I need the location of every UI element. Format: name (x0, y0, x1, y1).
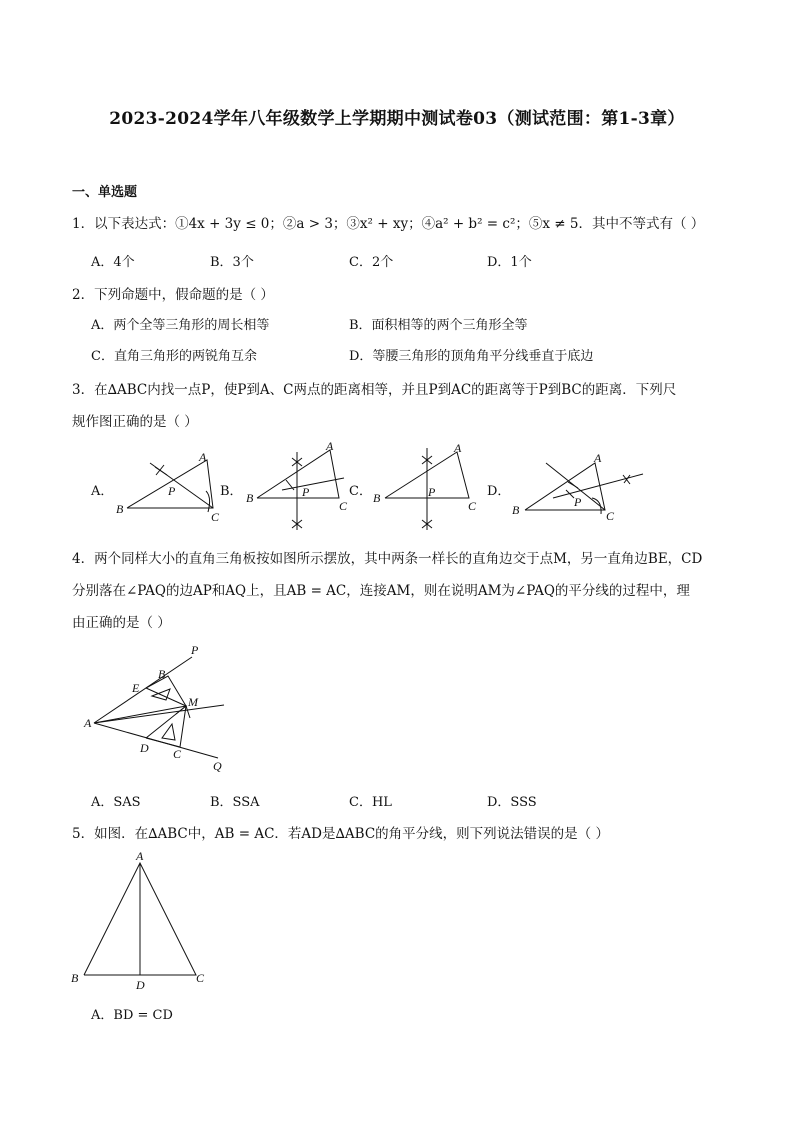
q1-option-b: B．3个 (210, 255, 254, 270)
q3-stem-line2: 规作图正确的是（ ） (72, 414, 198, 430)
q4-option-d: D．SSS (487, 795, 537, 810)
q5-stem: 5．如图．在∆ABC中，AB = AC．若AD是∆ABC的角平分线，则下列说法错误的是（ ） (72, 826, 609, 842)
q1-option-a: A．4个 (91, 255, 135, 270)
q5-option-a: A．BD = CD (91, 1008, 173, 1023)
q3c-label-c: C (468, 499, 477, 513)
q4-label-q: Q (213, 759, 222, 773)
q4-option-c: C．HL (349, 795, 392, 810)
q5-figure (68, 848, 218, 993)
q3-option-c-label: C． (349, 484, 372, 499)
q3-option-a-label: A． (91, 484, 114, 499)
q3-figure-d (508, 448, 648, 528)
q3d-label-a: A (594, 451, 602, 465)
q3a-label-c: C (211, 510, 220, 524)
q3c-label-p: P (428, 485, 436, 499)
q4-stem-line2: 分别落在∠PAQ的边AP和AQ上，且AB = AC，连接AM，则在说明AM为∠PAQ的平分线的过程中，理 (72, 583, 690, 599)
q3a-label-a: A (199, 450, 207, 464)
q4-stem-line1: 4．两个同样大小的直角三角板按如图所示摆放，其中两条一样长的直角边交于点M，另一直角边BE，CD (72, 551, 703, 567)
q4-label-e: E (132, 681, 140, 695)
q3d-label-b: B (512, 503, 520, 517)
q3b-label-b: B (246, 491, 254, 505)
q2-option-c: C．直角三角形的两锐角互余 (91, 349, 257, 364)
q3-figure-a (110, 445, 225, 524)
q5-label-a: A (136, 849, 144, 863)
q1-stem: 1．以下表达式：①4x + 3y ≤ 0；②a > 3；③x² + xy；④a² + b² = c²；⑤x ≠ 5．其中不等式有（ ） (72, 216, 705, 232)
q3c-label-a: A (454, 441, 462, 455)
q3-option-d-label: D． (487, 484, 511, 499)
q3a-label-b: B (116, 502, 124, 516)
q4-option-b: B．SSA (210, 795, 260, 810)
q2-option-b: B．面积相等的两个三角形全等 (349, 318, 528, 333)
q4-label-a: A (84, 716, 92, 730)
q4-label-c: C (173, 747, 182, 761)
q3d-label-c: C (606, 509, 615, 523)
q3-option-b-label: B． (220, 484, 243, 499)
q2-stem: 2．下列命题中，假命题的是（ ） (72, 287, 274, 303)
q2-option-d: D．等腰三角形的顶角角平分线垂直于底边 (349, 349, 594, 364)
q4-figure (80, 640, 240, 775)
q1-option-d: D．1个 (487, 255, 532, 270)
q5-label-d: D (136, 978, 145, 992)
section-heading: 一、单选题 (72, 185, 138, 200)
q1-option-c: C．2个 (349, 255, 394, 270)
q3b-label-a: A (326, 439, 334, 453)
q4-label-m: M (188, 695, 198, 709)
q3b-label-p: P (302, 485, 310, 499)
q3-figure-c (372, 440, 487, 530)
page-title: 2023-2024学年八年级数学上学期期中测试卷03（测试范围：第1-3章） (109, 109, 685, 129)
q3c-label-b: B (373, 491, 381, 505)
q3-figure-b (242, 440, 357, 530)
q2-option-a: A．两个全等三角形的周长相等 (91, 318, 270, 333)
q4-stem-line3: 由正确的是（ ） (72, 615, 171, 631)
q3d-label-p: P (574, 495, 582, 509)
q5-label-b: B (71, 971, 79, 985)
q3b-label-c: C (339, 499, 348, 513)
q4-label-b: B (158, 667, 166, 681)
q3-stem-line1: 3．在∆ABC内找一点P，使P到A、C两点的距离相等，并且P到AC的距离等于P到BC的距离．下列尺 (72, 382, 677, 398)
q3a-label-p: P (168, 484, 176, 498)
q4-label-p: P (191, 643, 199, 657)
q4-option-a: A．SAS (91, 795, 141, 810)
q4-label-d: D (140, 741, 149, 755)
q5-label-c: C (196, 971, 205, 985)
